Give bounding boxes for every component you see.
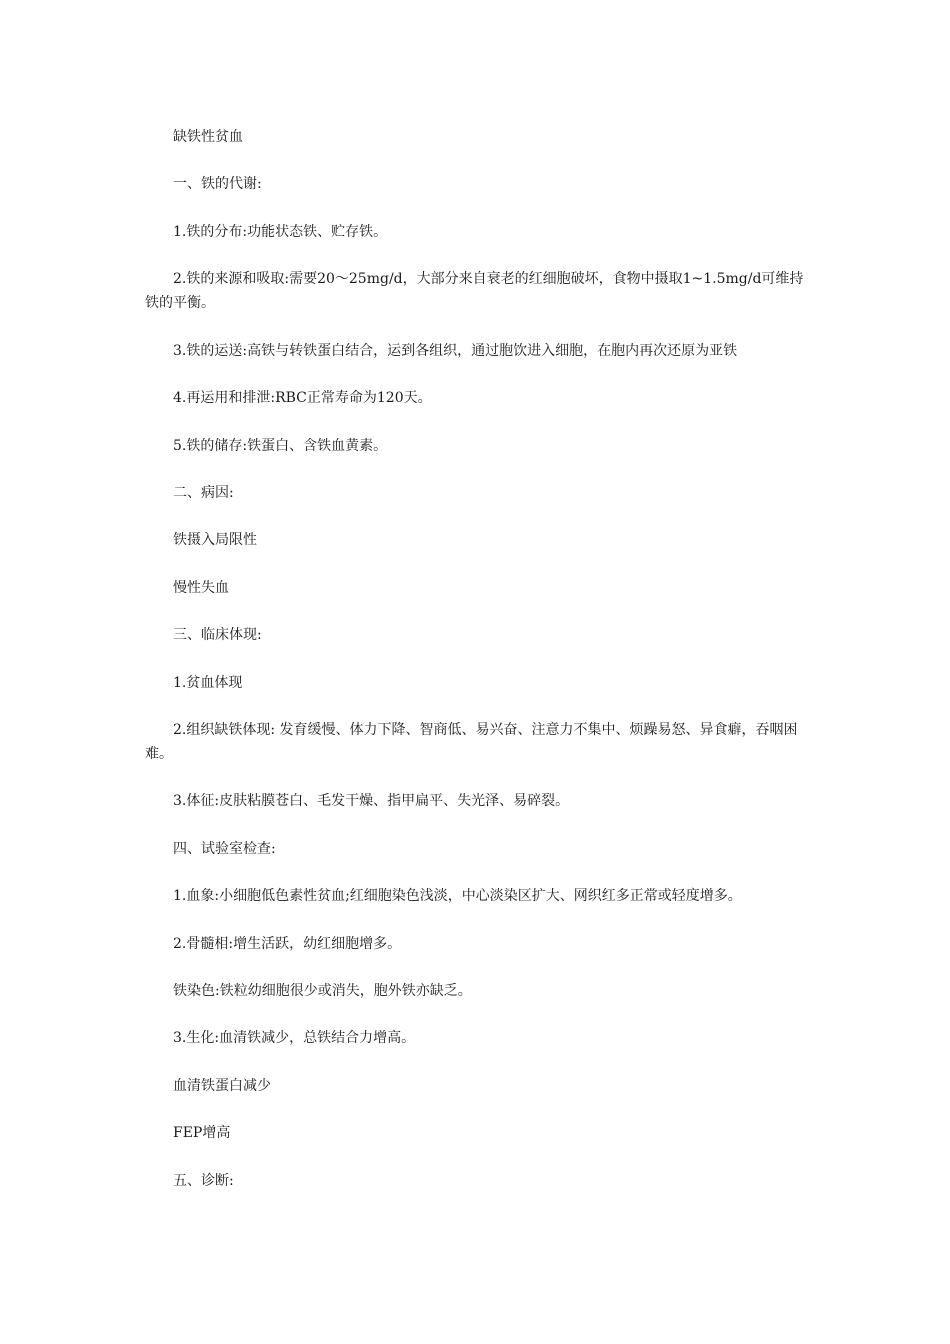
document-title: 缺铁性贫血 <box>173 129 243 145</box>
paragraph-physical-signs: 3.体征:皮肤粘膜苍白、毛发干燥、指甲扁平、失光泽、易碎裂。 <box>173 793 570 809</box>
paragraph-cause-bleeding: 慢性失血 <box>173 580 229 596</box>
section-heading-metabolism: 一、铁的代谢: <box>173 176 262 192</box>
paragraph-iron-distribution: 1.铁的分布:功能状态铁、贮存铁。 <box>173 224 388 240</box>
section-heading-cause: 二、病因: <box>173 485 234 501</box>
paragraph-cause-intake: 铁摄入局限性 <box>173 532 257 548</box>
paragraph-tissue-deficiency: 2.组织缺铁体现: 发育缓慢、体力下降、智商低、易兴奋、注意力不集中、烦躁易怒、异食癖，吞咽困难。 <box>145 722 798 762</box>
paragraph-bone-marrow: 2.骨髓相:增生活跃，幼红细胞增多。 <box>173 936 402 952</box>
section-heading-lab: 四、试验室检查: <box>173 841 276 857</box>
section-heading-clinical: 三、临床体现: <box>173 627 262 643</box>
paragraph-fep: FEP增高 <box>173 1125 231 1141</box>
paragraph-iron-transport: 3.铁的运送:高铁与转铁蛋白结合，运到各组织，通过胞饮进入细胞，在胞内再次还原为亚铁 <box>173 343 738 359</box>
paragraph-biochemistry: 3.生化:血清铁减少，总铁结合力增高。 <box>173 1030 416 1046</box>
paragraph-iron-storage: 5.铁的储存:铁蛋白、含铁血黄素。 <box>173 438 388 454</box>
section-heading-diagnosis: 五、诊断: <box>173 1173 234 1189</box>
paragraph-ferritin: 血清铁蛋白减少 <box>173 1078 271 1094</box>
paragraph-iron-reuse: 4.再运用和排泄:RBC正常寿命为120天。 <box>173 390 432 406</box>
paragraph-blood-picture: 1.血象:小细胞低色素性贫血;红细胞染色浅淡，中心淡染区扩大、网织红多正常或轻度增多。 <box>173 888 742 904</box>
paragraph-iron-stain: 铁染色:铁粒幼细胞很少或消失，胞外铁亦缺乏。 <box>173 983 472 999</box>
paragraph-anemia-signs: 1.贫血体现 <box>173 675 243 691</box>
paragraph-iron-absorption: 2.铁的来源和吸取:需要20～25mg/d，大部分来自衰老的红细胞破坏，食物中摄取1~1.5mg/d可维持铁的平衡。 <box>145 271 804 311</box>
